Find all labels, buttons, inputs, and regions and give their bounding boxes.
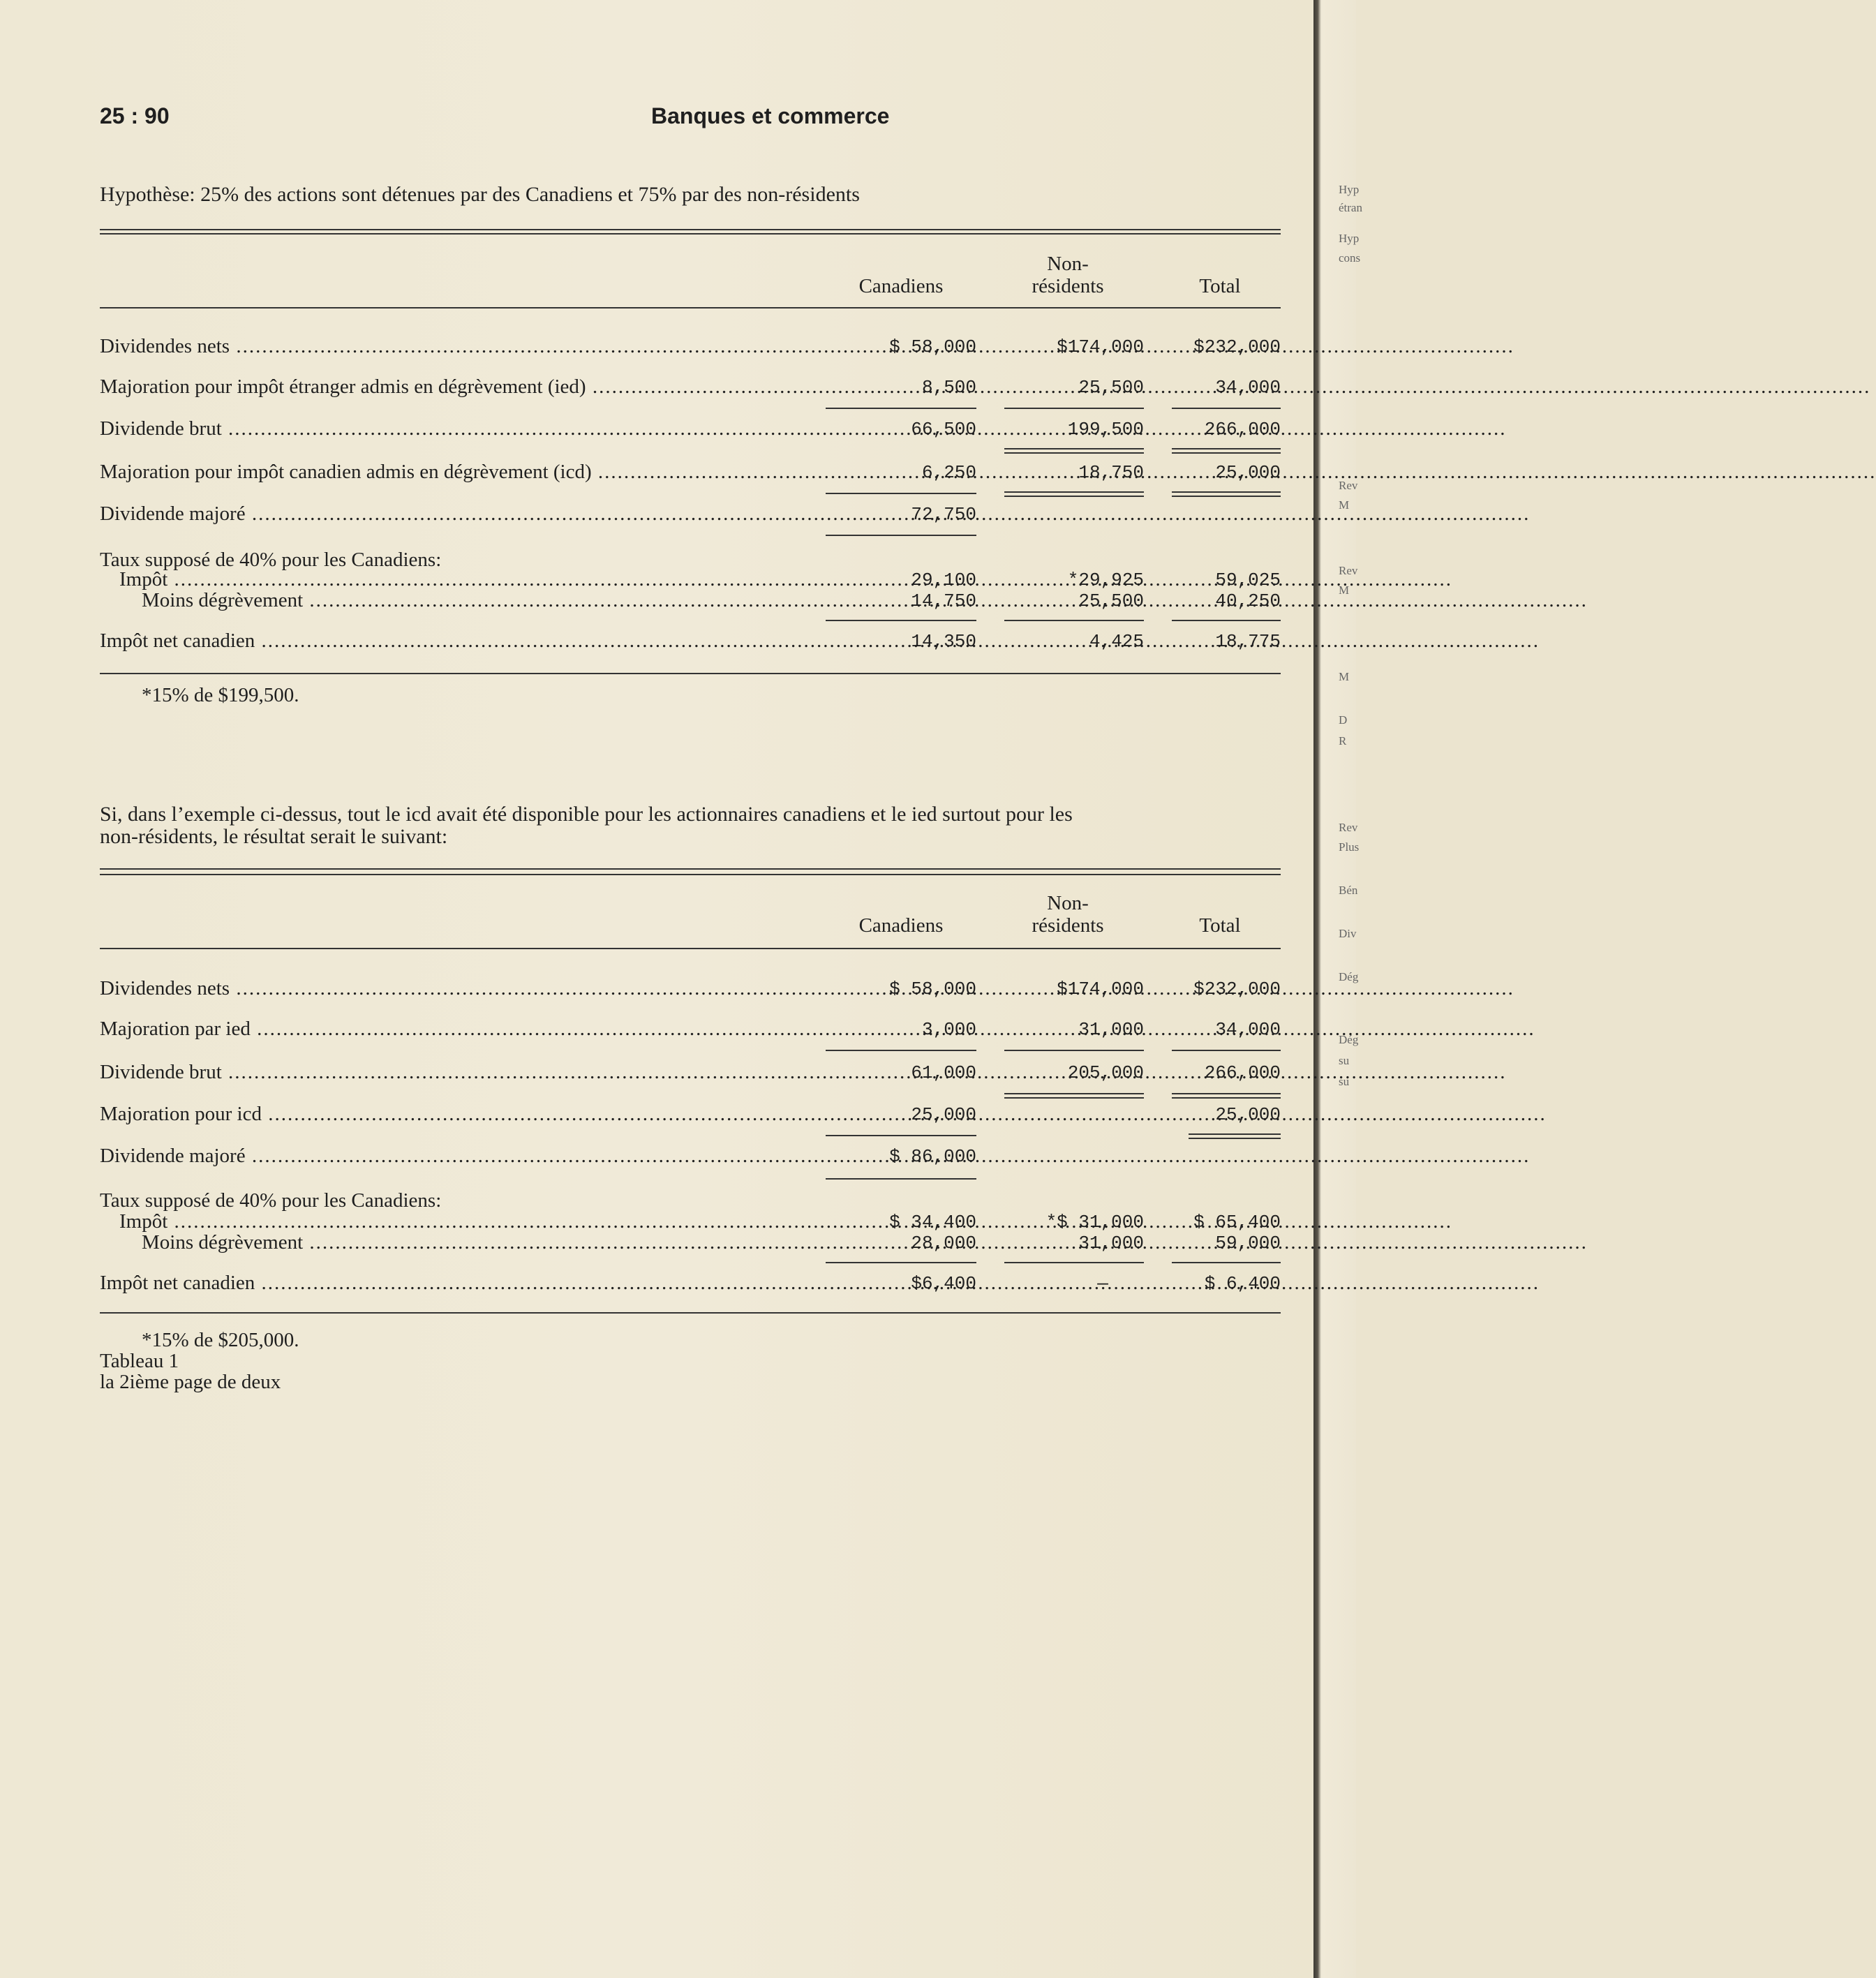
cell-canadiens: 8,500 [921,377,976,398]
intro-line-2: non-résidents, le résultat serait le suivant: [100,825,448,848]
cell-non-residents: 205,000 [1067,1062,1144,1083]
cell-non-residents: $174,000 [1057,979,1144,999]
cell-total: 18,775 [1215,631,1281,652]
row-label: Majoration par ied ..... [100,1018,821,1041]
table-row [100,335,1281,359]
page-number: 25 : 90 [100,103,170,128]
cell-canadiens: 66,500 [911,419,976,440]
table-row [100,461,1281,484]
cell-non-residents: 25,500 [1078,590,1144,611]
hypothesis-text: Hypothèse: 25% des actions sont détenues par des Canadiens et 75% par des non-résidents [100,183,860,206]
cell-canadiens: 28,000 [911,1233,976,1254]
row-label: Impôt net canadien ..... [100,1272,821,1295]
cell-total: 266,000 [1204,1062,1281,1083]
row-label: Majoration pour impôt étranger admis en dégrèvement (ied) ..... [100,375,821,399]
table-row [100,568,1281,592]
table-row [100,1018,1281,1041]
cell-total: $ 65,400 [1193,1212,1281,1233]
cell-canadiens: 14,750 [911,590,976,611]
cell-total: $232,000 [1193,336,1281,357]
running-title: Banques et commerce [651,103,890,128]
cell-total: 40,250 [1215,590,1281,611]
col-header-total: Total [1199,275,1241,297]
cell-canadiens: $ 86,000 [889,1146,976,1167]
margin-fragment: cons [1339,251,1361,265]
cell-non-residents: *29,925 [1067,570,1144,590]
row-label: Dividende brut ..... [100,1061,821,1084]
row-label: Moins dégrèvement ..... [142,589,821,612]
cell-non-residents: 31,000 [1078,1233,1144,1254]
row-label: Dividende brut ..... [100,417,821,440]
col-header-total: Total [1199,914,1241,937]
row-label: Taux supposé de 40% pour les Canadiens: [100,1189,442,1212]
table-row-heading [100,1189,1281,1213]
cell-non-residents: 31,000 [1078,1019,1144,1040]
row-label: Dividendes nets ..... [100,977,821,1000]
margin-fragment: su [1339,1075,1350,1088]
row-label: Majoration pour impôt canadien admis en dégrèvement (icd) ..... [100,461,821,484]
cell-non-residents: 25,500 [1078,377,1144,398]
row-label: Dividende majoré ..... [100,1145,821,1168]
cell-canadiens: $ 58,000 [889,336,976,357]
cell-canadiens: 29,100 [911,570,976,590]
cell-total: $232,000 [1193,979,1281,999]
cell-total: 59,000 [1215,1233,1281,1254]
table-row [100,1272,1281,1295]
table-row [100,1103,1281,1126]
col-header-non: Non- [1047,892,1089,914]
cell-canadiens: 14,350 [911,631,976,652]
margin-fragment: Rev [1339,479,1358,492]
table-row [100,503,1281,526]
row-label: Majoration pour icd ..... [100,1103,821,1126]
table-row [100,1210,1281,1234]
table-row [100,375,1281,399]
margin-fragment: M [1339,498,1350,512]
margin-fragment: M [1339,670,1350,683]
margin-fragment: Dég [1339,970,1359,983]
margin-fragment: étran [1339,201,1362,214]
cell-total: 59,025 [1215,570,1281,590]
margin-fragment: R [1339,734,1347,748]
cell-canadiens: 25,000 [911,1104,976,1125]
table-row [100,417,1281,441]
cell-non-residents: $174,000 [1057,336,1144,357]
cell-total: 25,000 [1215,1104,1281,1125]
margin-fragment: Rev [1339,821,1358,834]
intro-line-1: Si, dans l’exemple ci-dessus, tout le icd avait été disponible pour les actionnaires canadiens et le ied surtout pour les [100,803,1073,826]
margin-fragment: Rev [1339,564,1358,577]
margin-fragment: M [1339,583,1350,597]
margin-fragment: su [1339,1054,1350,1067]
footnote-1: *15% de $199,500. [142,684,299,706]
table-row [100,1061,1281,1085]
margin-fragment: Dég [1339,1033,1359,1046]
cell-non-residents: 199,500 [1067,419,1144,440]
margin-fragment: D [1339,713,1348,727]
cell-total: $ 6,400 [1204,1273,1281,1294]
col-header-canadiens: Canadiens [858,275,944,297]
margin-fragment: Bén [1339,884,1358,897]
cell-non-residents: 4,425 [1089,631,1144,652]
row-label: Moins dégrèvement ..... [142,1231,821,1254]
col-header-residents: résidents [1032,914,1104,937]
col-header-residents: résidents [1032,275,1104,297]
cell-canadiens: $6,400 [911,1273,976,1294]
margin-fragment: Plus [1339,840,1360,854]
margin-fragment: Div [1339,927,1357,940]
margin-fragment: Hyp [1339,183,1360,196]
table-row [100,977,1281,1001]
col-header-non: Non- [1047,253,1089,275]
dividend-table-2 [100,865,1281,1319]
table-note-1: Tableau 1 [100,1350,179,1372]
row-label: Dividendes nets ..... [100,335,821,358]
cell-canadiens: 72,750 [911,504,976,525]
table-row [100,630,1281,653]
row-label: Impôt ..... [119,1210,821,1233]
table-row [100,589,1281,613]
row-label: Taux supposé de 40% pour les Canadiens: [100,549,442,571]
table-row [100,1231,1281,1255]
cell-total: 266,000 [1204,419,1281,440]
cell-canadiens: 61,000 [911,1062,976,1083]
row-label: Impôt ..... [119,568,821,591]
cell-non-residents: *$ 31,000 [1045,1212,1144,1233]
cell-total: 25,000 [1215,462,1281,483]
cell-canadiens: $ 34,400 [889,1212,976,1233]
margin-fragment: Hyp [1339,232,1360,245]
cell-total: 34,000 [1215,377,1281,398]
dash-value: — [1097,1273,1108,1294]
cell-total: 34,000 [1215,1019,1281,1040]
table-note-2: la 2ième page de deux [100,1371,281,1393]
cell-non-residents [992,1272,1144,1295]
table-row [100,1145,1281,1168]
row-label: Impôt net canadien ..... [100,630,821,653]
footnote-2: *15% de $205,000. [142,1329,299,1351]
col-header-canadiens: Canadiens [858,914,944,937]
cell-canadiens: 3,000 [921,1019,976,1040]
cell-canadiens: 6,250 [921,462,976,483]
cell-canadiens: $ 58,000 [889,979,976,999]
cell-non-residents: 18,750 [1078,462,1144,483]
dividend-table-1 [100,223,1281,677]
running-head [100,103,1281,131]
row-label: Dividende majoré ..... [100,503,821,526]
